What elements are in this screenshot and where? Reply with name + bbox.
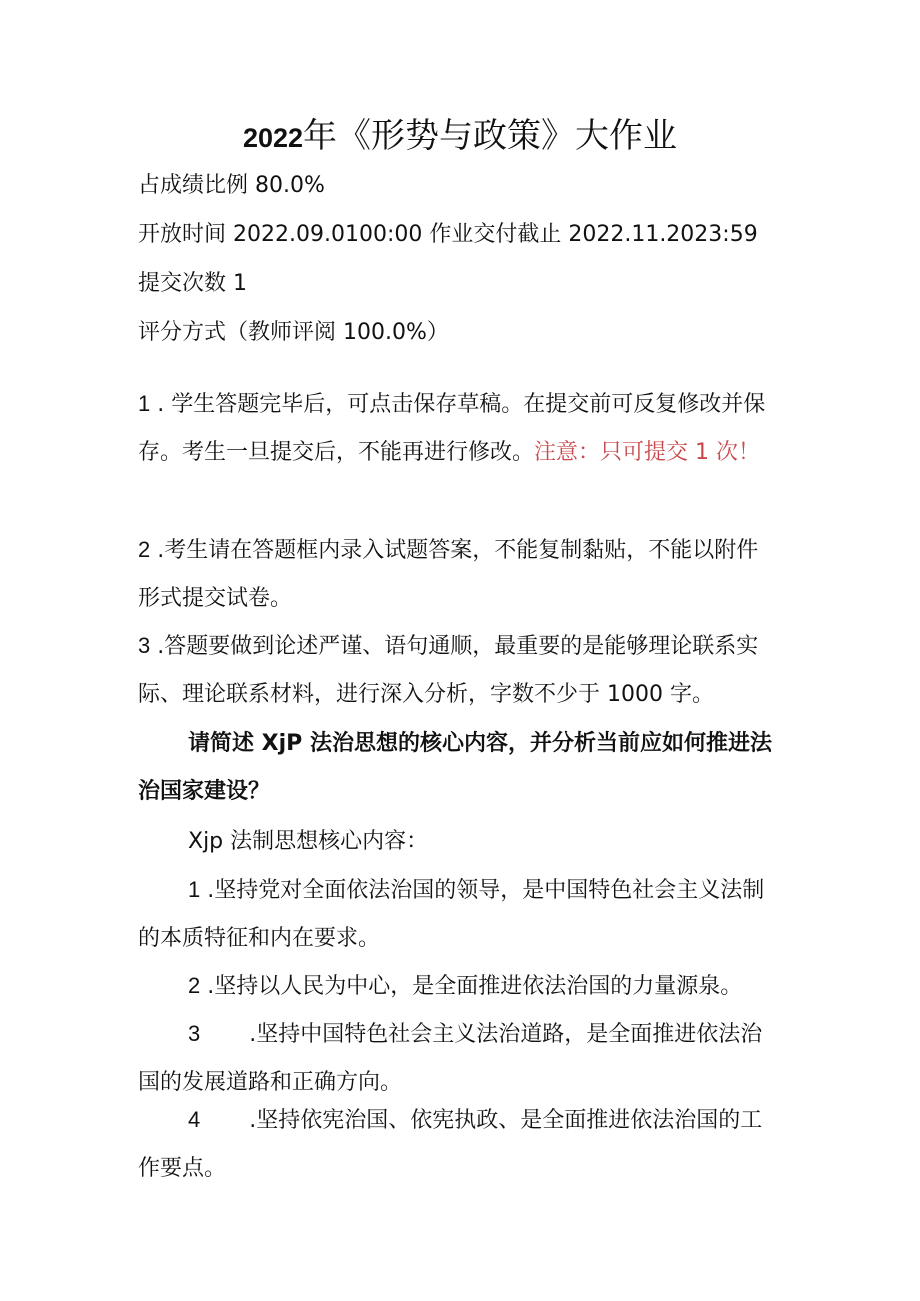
point-number: 3 <box>188 1021 201 1046</box>
open-time: 开放时间 2022.09.0100:00 作业交付截止 2022.11.2023:59 <box>138 222 758 247</box>
answer-point <box>138 866 778 963</box>
page-title <box>0 112 920 162</box>
point-text: .坚持以人民为中心，是全面推进依法治国的力量源泉。 <box>200 974 743 999</box>
score-weight: 占成绩比例 80.0% <box>138 173 325 198</box>
instruction-number: 2 <box>138 537 151 562</box>
point-number: 1 <box>188 877 201 902</box>
submission-count: 提交次数 1 <box>138 271 247 296</box>
grading-method: 评分方式（教师评阅 100.0%） <box>138 320 449 345</box>
submit-warning: 注意：只可提交 1 次！ <box>534 440 760 465</box>
point-text: .坚持依宪治国、依宪执政、是全面推进依法治国的工作要点。 <box>138 1108 763 1181</box>
instruction-number: 1 <box>138 391 151 416</box>
instruction-text: .答题要做到论述严谨、语句通顺，最重要的是能够理论联系实际、理论联系材料，进行深入分析，字数不少于 1000 字。 <box>138 634 759 707</box>
answer-intro: Xjp 法制思想核心内容： <box>188 829 429 854</box>
instruction-item <box>138 526 778 623</box>
answer-point <box>138 962 778 1011</box>
title-text: 年《形势与政策》大作业 <box>303 116 678 156</box>
point-number: 4 <box>188 1107 201 1132</box>
point-text: .坚持中国特色社会主义法治道路，是全面推进依法治国的发展道路和正确方向。 <box>138 1022 763 1095</box>
instruction-item <box>138 622 778 719</box>
answer-point <box>138 1010 778 1107</box>
essay-question: 请简述 XjP 法治思想的核心内容，并分析当前应如何推进法治国家建设？ <box>138 731 772 804</box>
title-year: 2022 <box>242 123 304 153</box>
instruction-text: .考生请在答题框内录入试题答案，不能复制黏贴，不能以附件形式提交试卷。 <box>138 538 759 611</box>
point-number: 2 <box>188 973 201 998</box>
instruction-number: 3 <box>138 633 151 658</box>
instruction-text: . 学生答题完毕后，可点击保存草稿。在提交前可反复修改并保存。考生一旦提交后，不能再进行修改。 <box>138 392 766 465</box>
answer-point <box>138 1096 778 1193</box>
point-text: .坚持党对全面依法治国的领导，是中国特色社会主义法制的本质特征和内在要求。 <box>138 878 765 951</box>
instruction-item <box>138 380 778 477</box>
